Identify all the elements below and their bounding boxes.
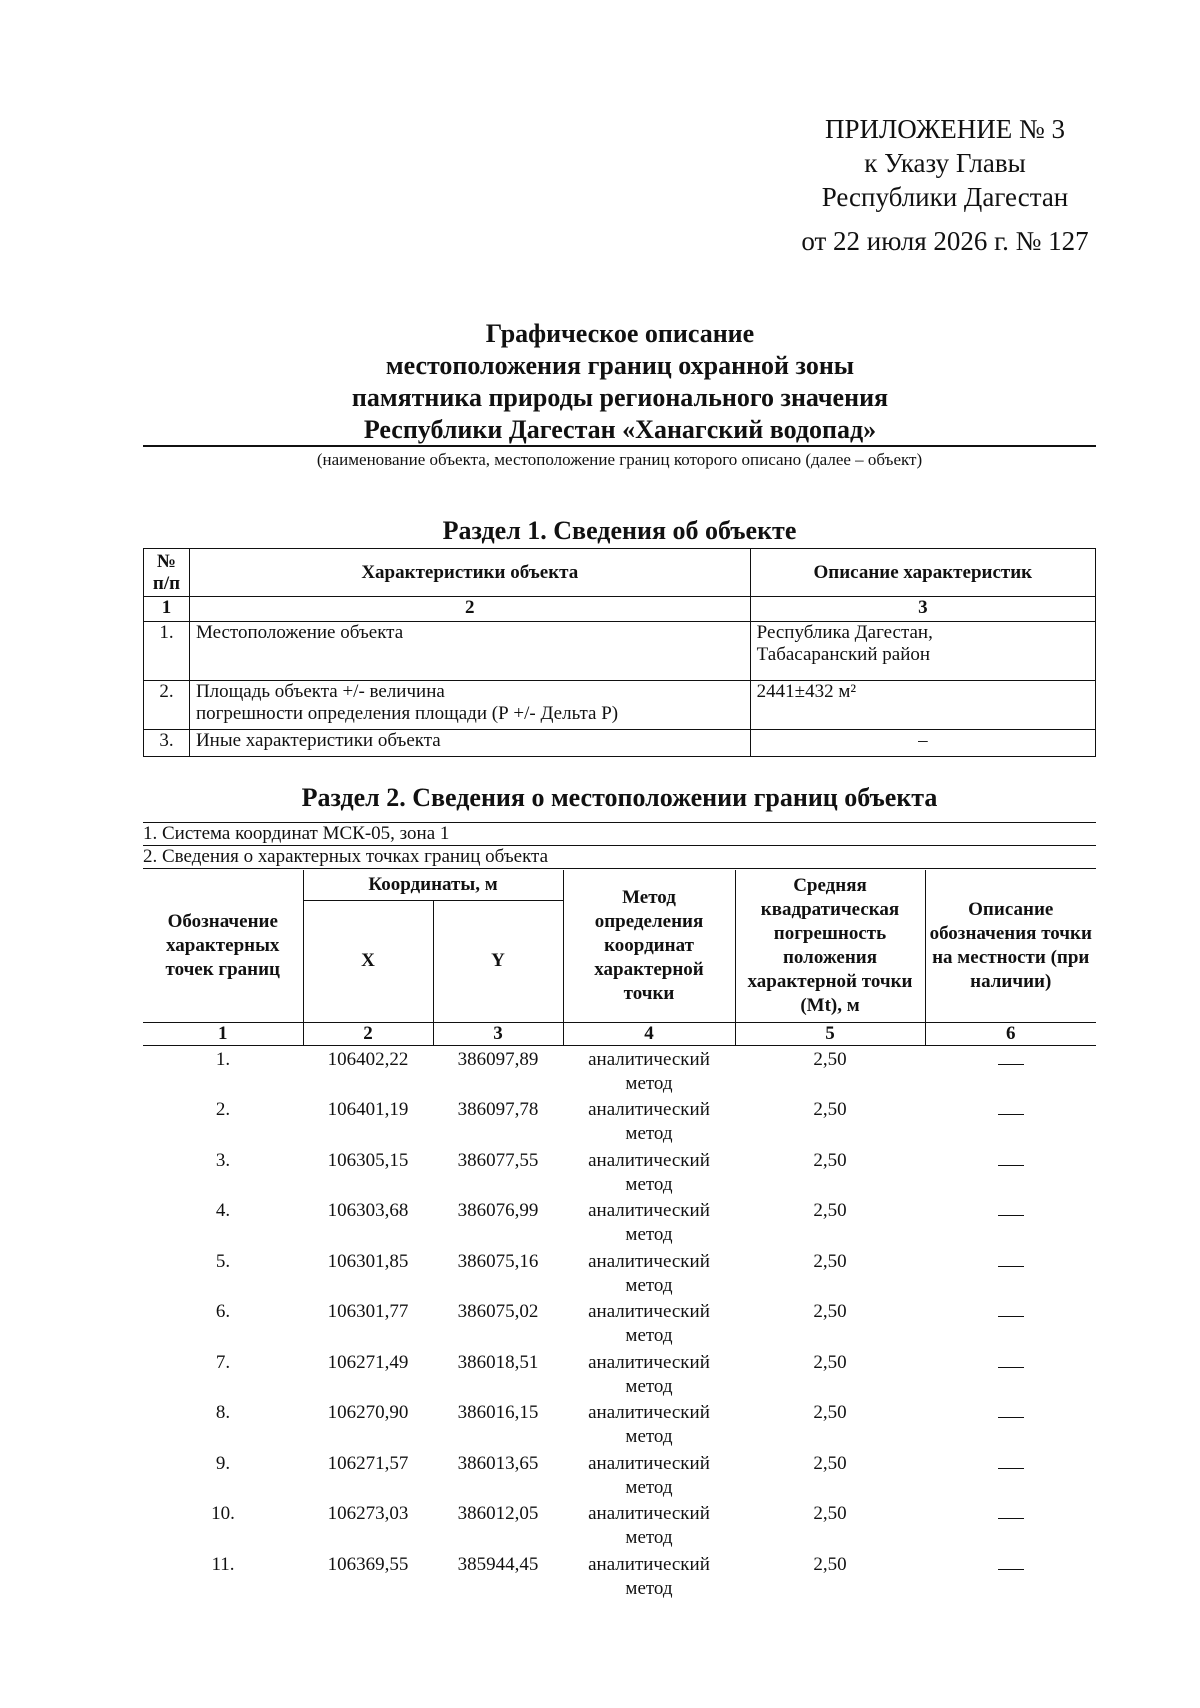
- point-number: 10.: [211, 1503, 235, 1524]
- method-cell: [563, 1197, 735, 1248]
- index-cell: 5: [735, 1022, 925, 1045]
- row-num: 1.: [144, 622, 190, 681]
- table-row: [144, 730, 1096, 757]
- appendix-header: [780, 112, 1110, 258]
- boundary-points-line: 2. Сведения о характерных точках границ объекта: [143, 846, 1096, 869]
- index-cell: 3: [750, 597, 1095, 622]
- point-description: [925, 1096, 1096, 1147]
- index-cell: 3: [433, 1022, 563, 1045]
- method-line: метод: [625, 1577, 673, 1599]
- method-cell: [563, 1248, 735, 1299]
- characteristic-line: Площадь объекта +/- величина: [195, 681, 445, 702]
- empty-dash: [998, 1417, 1024, 1418]
- method-line: аналитический: [588, 1048, 710, 1070]
- mt-value: 2,50: [813, 1452, 847, 1474]
- header-point-description: Описание обозначения точки на местности (при наличии): [925, 870, 1096, 1022]
- point-number: 6.: [215, 1301, 231, 1322]
- coord-x: 106401,19: [327, 1099, 409, 1120]
- coord-y: 386012,05: [457, 1503, 539, 1524]
- title-caption: (наименование объекта, местоположение границ которого описано (далее – объект): [316, 450, 923, 469]
- method-line: аналитический: [588, 1402, 710, 1423]
- table-row: [143, 1147, 1096, 1198]
- point-description: [925, 1551, 1096, 1602]
- mt-value: 2,50: [813, 1503, 847, 1524]
- mt-value: 2,50: [813, 1553, 847, 1575]
- table-row: [143, 1349, 1096, 1400]
- method-line: аналитический: [588, 1351, 710, 1373]
- empty-dash: [998, 1114, 1024, 1115]
- coord-x: 106402,22: [327, 1048, 409, 1070]
- coord-x: 106301,77: [327, 1301, 409, 1322]
- empty-dash: [998, 1569, 1024, 1570]
- header-num: № п/п: [144, 549, 190, 597]
- header-method: Метод определения координат характерной точки: [563, 870, 735, 1022]
- method-cell: [563, 1450, 735, 1501]
- coord-x: 106271,57: [327, 1452, 409, 1474]
- coord-y: 386097,89: [457, 1048, 539, 1070]
- coord-x: 106303,68: [327, 1200, 409, 1221]
- coord-y: 386076,99: [457, 1200, 539, 1221]
- mt-value: 2,50: [813, 1250, 847, 1272]
- coord-y: 386075,02: [457, 1301, 539, 1322]
- method-line: аналитический: [588, 1099, 710, 1120]
- section1-heading: Раздел 1. Сведения об объекте: [442, 516, 797, 545]
- characteristic-line: погрешности определения площади (Р +/- Дельта Р): [195, 703, 619, 724]
- index-cell: 1: [143, 1022, 303, 1045]
- point-description: [925, 1500, 1096, 1551]
- title-divider: [143, 445, 1096, 447]
- row-num: 3.: [144, 730, 190, 757]
- point-number: 2.: [215, 1099, 231, 1120]
- index-cell: 6: [925, 1022, 1096, 1045]
- empty-dash: [998, 1518, 1024, 1519]
- row-characteristic: Иные характеристики объекта: [189, 730, 750, 757]
- point-number: 9.: [215, 1452, 231, 1474]
- method-cell: [563, 1399, 735, 1450]
- mt-value: 2,50: [813, 1351, 847, 1373]
- table-row: [143, 1450, 1096, 1501]
- description-line: Республика Дагестан,: [756, 622, 933, 643]
- point-number: 8.: [215, 1402, 231, 1423]
- method-line: метод: [625, 1527, 673, 1548]
- method-line: метод: [625, 1325, 673, 1346]
- method-line: метод: [625, 1123, 673, 1144]
- empty-dash: [998, 1367, 1024, 1368]
- appendix-ref: к Указу Главы: [864, 148, 1026, 178]
- title-line: Республики Дагестан «Ханагский водопад»: [363, 415, 877, 444]
- method-cell: [563, 1551, 735, 1602]
- coordinate-system-line: 1. Система координат МСК-05, зона 1: [143, 822, 1096, 846]
- coord-x: 106270,90: [327, 1402, 409, 1423]
- table-row: [143, 1500, 1096, 1551]
- point-description: [925, 1450, 1096, 1501]
- method-cell: [563, 1045, 735, 1096]
- table-row: [143, 1045, 1096, 1096]
- method-cell: [563, 1096, 735, 1147]
- table-row: [143, 1298, 1096, 1349]
- method-line: метод: [625, 1375, 673, 1397]
- method-line: метод: [625, 1224, 673, 1245]
- method-cell: [563, 1349, 735, 1400]
- row-characteristic: [189, 681, 750, 730]
- point-number: 5.: [215, 1250, 231, 1272]
- method-line: аналитический: [588, 1452, 710, 1474]
- row-description: [750, 622, 1095, 681]
- method-line: аналитический: [588, 1200, 710, 1221]
- method-cell: [563, 1147, 735, 1198]
- mt-value: 2,50: [813, 1149, 847, 1171]
- coord-y: 386077,55: [457, 1149, 539, 1171]
- header-point: Обозначение характерных точек границ: [165, 910, 280, 980]
- table-row: [144, 622, 1096, 681]
- point-number: 4.: [215, 1200, 231, 1221]
- index-cell: 2: [189, 597, 750, 622]
- document-title: [190, 318, 1050, 446]
- empty-dash: [998, 1316, 1024, 1317]
- point-number: 7.: [215, 1351, 231, 1373]
- table-row: [143, 1399, 1096, 1450]
- coord-y: 385944,45: [457, 1553, 539, 1575]
- header-mt: Средняя квадратическая погрешность положения характерной точки (Mt), м: [735, 870, 925, 1022]
- point-description: [925, 1248, 1096, 1299]
- header-characteristics: Характеристики объекта: [189, 549, 750, 597]
- row-description: –: [750, 730, 1095, 757]
- coord-y: 386075,16: [457, 1250, 539, 1272]
- empty-dash: [998, 1215, 1024, 1216]
- title-line: местоположения границ охранной зоны: [385, 351, 855, 380]
- object-info-table: [143, 548, 1096, 757]
- boundary-points-table: [143, 870, 1096, 1601]
- coord-y: 386097,78: [457, 1099, 539, 1120]
- mt-value: 2,50: [813, 1099, 847, 1120]
- table-row: [143, 1248, 1096, 1299]
- mt-value: 2,50: [813, 1200, 847, 1221]
- empty-dash: [998, 1064, 1024, 1065]
- row-characteristic: Местоположение объекта: [189, 622, 750, 681]
- coord-x: 106273,03: [327, 1503, 409, 1524]
- empty-dash: [998, 1468, 1024, 1469]
- method-line: аналитический: [588, 1301, 710, 1322]
- point-description: [925, 1045, 1096, 1096]
- method-line: метод: [625, 1426, 673, 1447]
- empty-dash: [998, 1165, 1024, 1166]
- point-description: [925, 1399, 1096, 1450]
- table-row: [144, 681, 1096, 730]
- method-line: аналитический: [588, 1149, 710, 1171]
- header-description: Описание характеристик: [750, 549, 1095, 597]
- method-cell: [563, 1500, 735, 1551]
- method-line: метод: [625, 1072, 673, 1094]
- header-coordinates: Координаты, м: [303, 870, 563, 900]
- point-description: [925, 1197, 1096, 1248]
- method-line: метод: [625, 1274, 673, 1296]
- mt-value: 2,50: [813, 1301, 847, 1322]
- point-number: 3.: [215, 1149, 231, 1171]
- row-num: 2.: [144, 681, 190, 730]
- index-cell: 4: [563, 1022, 735, 1045]
- table-row: [143, 1096, 1096, 1147]
- empty-dash: [998, 1266, 1024, 1267]
- method-line: аналитический: [588, 1503, 710, 1524]
- appendix-date: от 22 июля 2026 г. № 127: [801, 226, 1089, 256]
- coord-y: 386013,65: [457, 1452, 539, 1474]
- section2-heading: Раздел 2. Сведения о местоположении границ объекта: [301, 783, 938, 812]
- table-row: [143, 1197, 1096, 1248]
- appendix-number: ПРИЛОЖЕНИЕ № 3: [824, 114, 1066, 144]
- method-line: метод: [625, 1476, 673, 1498]
- point-description: [925, 1298, 1096, 1349]
- description-line: Табасаранский район: [756, 644, 931, 665]
- point-description: [925, 1147, 1096, 1198]
- coord-y: 386018,51: [457, 1351, 539, 1373]
- point-description: [925, 1349, 1096, 1400]
- mt-value: 2,50: [813, 1402, 847, 1423]
- coord-y: 386016,15: [457, 1402, 539, 1423]
- header-x: X: [303, 900, 433, 1022]
- mt-value: 2,50: [813, 1048, 847, 1070]
- coord-x: 106305,15: [327, 1149, 409, 1171]
- method-line: аналитический: [588, 1553, 710, 1575]
- method-cell: [563, 1298, 735, 1349]
- coord-x: 106271,49: [327, 1351, 409, 1373]
- method-line: метод: [625, 1173, 673, 1195]
- coord-x: 106301,85: [327, 1250, 409, 1272]
- row-description: 2441±432 м²: [750, 681, 1095, 730]
- table-row: [143, 1551, 1096, 1602]
- point-number: 11.: [211, 1553, 235, 1575]
- appendix-republic: Республики Дагестан: [821, 182, 1069, 212]
- index-cell: 2: [303, 1022, 433, 1045]
- header-y: Y: [433, 900, 563, 1022]
- method-line: аналитический: [588, 1250, 710, 1272]
- point-number: 1.: [215, 1048, 231, 1070]
- title-line: памятника природы регионального значения: [351, 383, 889, 412]
- title-line: Графическое описание: [485, 319, 755, 348]
- index-cell: 1: [144, 597, 190, 622]
- coord-x: 106369,55: [327, 1553, 409, 1575]
